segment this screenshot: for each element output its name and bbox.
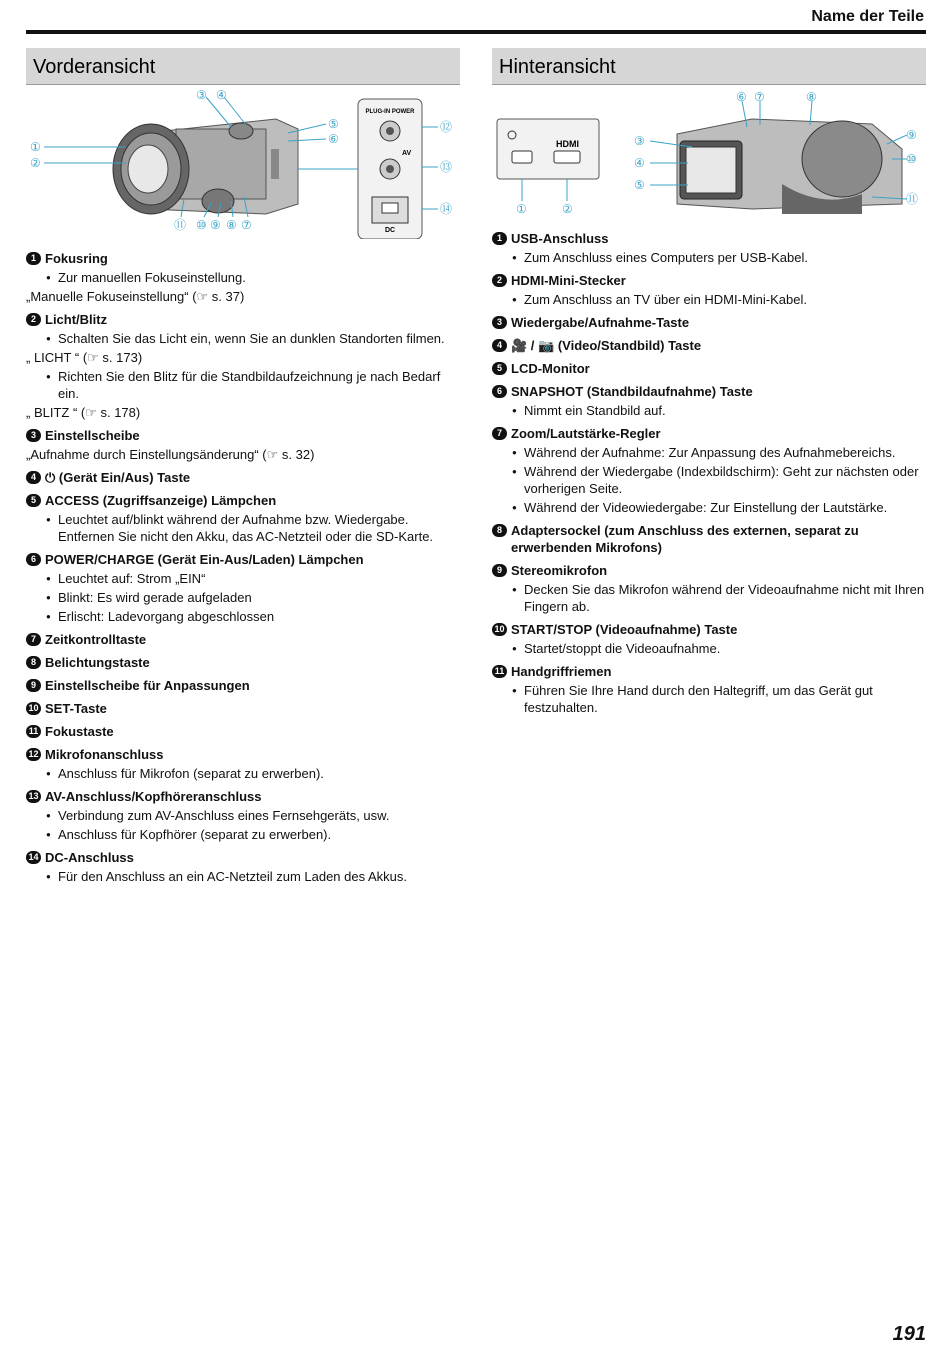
part-title: ⏻ (Gerät Ein/Aus) Taste — [45, 470, 191, 485]
part-heading — [26, 551, 460, 568]
part-bullet: ● Während der Videowiedergabe: Zur Einstellung der Lautstärke. — [492, 499, 926, 516]
callout-3: ③ — [196, 89, 207, 102]
part-title: DC-Anschluss — [45, 850, 134, 865]
part-number-badge: 9 — [492, 564, 507, 577]
part-number-badge: 10 — [26, 702, 41, 715]
part-number-badge: 4 — [26, 471, 41, 484]
part-number-badge: 5 — [26, 494, 41, 507]
part-heading — [26, 723, 460, 740]
part-title: Mikrofonanschluss — [45, 747, 164, 762]
part-number-badge: 1 — [26, 252, 41, 265]
part-title: Fokustaste — [45, 724, 114, 739]
part-reference[interactable]: „ LICHT “ (☞ s. 173) — [26, 350, 143, 365]
callout-5: ⑤ — [328, 117, 339, 131]
front-part-item — [26, 469, 460, 486]
part-title: Stereomikrofon — [511, 563, 608, 578]
part-number-badge: 8 — [26, 656, 41, 669]
rear-callout-7: ⑦ — [754, 90, 765, 104]
connector-panel-drawing — [358, 99, 422, 239]
part-title: HDMI-Mini-Stecker — [511, 273, 626, 288]
part-title: START/STOP (Videoaufnahme) Taste — [511, 622, 738, 637]
part-number-badge: 8 — [492, 524, 507, 537]
part-bullet: ● Führen Sie Ihre Hand durch den Haltegriff, um das Gerät gut festzuhalten. — [492, 682, 926, 716]
part-title: Zeitkontrolltaste — [45, 632, 147, 647]
callout-6: ⑥ — [328, 132, 339, 146]
rear-camera-illustration — [492, 89, 926, 219]
part-bullet: ● Für den Anschluss an ein AC-Netzteil zum Laden des Akkus. — [26, 868, 460, 885]
panel-label-av: AV — [402, 150, 412, 157]
rear-callout-1: ① — [516, 202, 527, 216]
front-part-item — [26, 677, 460, 694]
part-heading — [26, 849, 460, 866]
part-reference[interactable]: „Aufnahme durch Einstellungsänderung“ (☞ s. 32) — [26, 447, 315, 462]
part-heading — [26, 788, 460, 805]
part-number-badge: 1 — [492, 232, 507, 245]
front-part-item — [26, 631, 460, 648]
part-heading — [26, 654, 460, 671]
part-number-badge: 7 — [492, 427, 507, 440]
part-number-badge: 9 — [26, 679, 41, 692]
part-reference[interactable]: „Manuelle Fokuseinstellung“ (☞ s. 37) — [26, 289, 245, 304]
part-number-badge: 5 — [492, 362, 507, 375]
part-heading — [492, 360, 926, 377]
callout-1: ① — [30, 140, 41, 154]
part-number-badge: 3 — [492, 316, 507, 329]
rear-view-title: Hinteransicht — [492, 48, 926, 85]
part-heading — [26, 427, 460, 444]
rear-part-item — [492, 522, 926, 556]
part-bullet: ● Schalten Sie das Licht ein, wenn Sie an dunklen Standorten filmen. — [26, 330, 460, 347]
callout-13: ⑬ — [440, 160, 453, 174]
callout-8: ⑧ — [226, 218, 237, 232]
part-heading — [492, 425, 926, 442]
part-heading — [492, 621, 926, 638]
part-number-badge: 3 — [26, 429, 41, 442]
part-heading — [492, 383, 926, 400]
callout-4: ④ — [216, 89, 227, 102]
front-view-section — [26, 48, 460, 885]
front-part-item — [26, 427, 460, 463]
rear-callout-4: ④ — [634, 156, 645, 170]
part-title: Licht/Blitz — [45, 312, 108, 327]
rear-callout-2: ② — [562, 202, 573, 216]
callout-7: ⑦ — [241, 218, 252, 232]
part-heading — [26, 492, 460, 509]
part-heading — [26, 746, 460, 763]
part-heading — [492, 272, 926, 289]
front-part-item — [26, 492, 460, 545]
part-title: 🎥 / 📷 (Video/Standbild) Taste — [511, 338, 702, 353]
part-title: Handgriffriemen — [511, 664, 612, 679]
rear-callout-6: ⑥ — [736, 90, 747, 104]
rear-part-item — [492, 562, 926, 615]
part-title: ACCESS (Zugriffsanzeige) Lämpchen — [45, 493, 277, 508]
rear-part-item — [492, 337, 926, 354]
part-title: SNAPSHOT (Standbildaufnahme) Taste — [511, 384, 753, 399]
part-number-badge: 13 — [26, 790, 41, 803]
front-part-item — [26, 746, 460, 782]
rear-parts-list — [492, 230, 926, 716]
rear-part-item — [492, 621, 926, 657]
part-bullet: ● Während der Wiedergabe (Indexbildschirm): Geht zur nächsten oder vorherigen Seite. — [492, 463, 926, 497]
part-bullet: ● Leuchtet auf: Strom „EIN“ — [26, 570, 460, 587]
part-number-badge: 11 — [492, 665, 507, 678]
part-heading — [26, 677, 460, 694]
part-bullet: ● Erlischt: Ladevorgang abgeschlossen — [26, 608, 460, 625]
part-heading — [26, 631, 460, 648]
front-part-item — [26, 700, 460, 717]
part-number-badge: 10 — [492, 623, 507, 636]
part-bullet: ● Während der Aufnahme: Zur Anpassung des Aufnahmebereichs. — [492, 444, 926, 461]
part-number-badge: 4 — [492, 339, 507, 352]
callout-14: ⑭ — [440, 202, 453, 216]
part-heading — [492, 230, 926, 247]
callout-10: ⑩ — [196, 218, 207, 232]
part-number-badge: 14 — [26, 851, 41, 864]
rear-part-item — [492, 314, 926, 331]
rear-callout-10: ⑩ — [906, 152, 917, 166]
part-title: Zoom/Lautstärke-Regler — [511, 426, 661, 441]
rear-part-item — [492, 360, 926, 377]
part-bullet: ● Anschluss für Kopfhörer (separat zu erwerben). — [26, 826, 460, 843]
front-part-item — [26, 311, 460, 421]
page-header-title: Name der Teile — [811, 8, 924, 25]
rear-callout-5: ⑤ — [634, 178, 645, 192]
part-number-badge: 6 — [492, 385, 507, 398]
part-number-badge: 2 — [492, 274, 507, 287]
panel-label-plugin: PLUG-IN POWER — [365, 109, 415, 115]
callout-9: ⑨ — [210, 218, 221, 232]
part-number-badge: 7 — [26, 633, 41, 646]
part-bullet: ● Blinkt: Es wird gerade aufgeladen — [26, 589, 460, 606]
page-number: 191 — [892, 1323, 926, 1345]
callout-2: ② — [30, 156, 41, 170]
part-number-badge: 12 — [26, 748, 41, 761]
rear-callout-8: ⑧ — [806, 90, 817, 104]
part-number-badge: 11 — [26, 725, 41, 738]
front-part-item — [26, 551, 460, 625]
front-parts-list — [26, 250, 460, 885]
part-reference[interactable]: „ BLITZ “ (☞ s. 178) — [26, 405, 141, 420]
callout-11: ⑪ — [174, 218, 187, 232]
part-bullet: ● Zur manuellen Fokuseinstellung. — [26, 269, 460, 286]
part-bullet: ● Zum Anschluss eines Computers per USB-Kabel. — [492, 249, 926, 266]
rear-callout-9: ⑨ — [906, 128, 917, 142]
part-heading — [26, 250, 460, 267]
part-bullet: ● Zum Anschluss an TV über ein HDMI-Mini-Kabel. — [492, 291, 926, 308]
front-part-item — [26, 654, 460, 671]
rear-view-figure — [492, 89, 926, 224]
front-part-item — [26, 788, 460, 843]
camera-rear-drawing — [677, 119, 902, 214]
panel-label-dc: DC — [384, 227, 396, 234]
part-title: POWER/CHARGE (Gerät Ein-Aus/Laden) Lämpchen — [45, 552, 364, 567]
front-view-title: Vorderansicht — [26, 48, 460, 85]
part-bullet: ● Leuchtet auf/blinkt während der Aufnahme bzw. Wiedergabe. Entfernen Sie nicht den Akku, das AC-Netzteil oder die SD-Karte. — [26, 511, 460, 545]
part-number-badge: 6 — [26, 553, 41, 566]
part-heading — [26, 469, 460, 486]
part-bullet: ● Nimmt ein Standbild auf. — [492, 402, 926, 419]
part-title: Belichtungstaste — [45, 655, 150, 670]
part-heading — [492, 562, 926, 579]
rear-part-item — [492, 383, 926, 419]
part-heading — [492, 314, 926, 331]
rear-part-item — [492, 230, 926, 266]
part-title: Wiedergabe/Aufnahme-Taste — [511, 315, 690, 330]
part-title: Adaptersockel (zum Anschluss des externen, separat zu erwerbenden Mikrofons) — [511, 523, 859, 555]
part-heading — [492, 522, 926, 556]
part-title: Einstellscheibe für Anpassungen — [45, 678, 250, 693]
rear-part-item — [492, 425, 926, 516]
part-bullet: ● Anschluss für Mikrofon (separat zu erwerben). — [26, 765, 460, 782]
part-title: Fokusring — [45, 251, 108, 266]
part-bullet: ● Startet/stoppt die Videoaufnahme. — [492, 640, 926, 657]
header-rule — [26, 30, 926, 34]
front-part-item — [26, 250, 460, 305]
part-heading — [26, 311, 460, 328]
callout-12: ⑫ — [440, 120, 453, 134]
part-title: SET-Taste — [45, 701, 107, 716]
rear-connector-panel-drawing — [497, 119, 599, 179]
front-part-item — [26, 723, 460, 740]
part-title: LCD-Monitor — [511, 361, 590, 376]
camera-front-drawing — [113, 119, 298, 214]
part-title: Einstellscheibe — [45, 428, 140, 443]
rear-callout-3: ③ — [634, 134, 645, 148]
part-bullet: ● Verbindung zum AV-Anschluss eines Fernsehgeräts, usw. — [26, 807, 460, 824]
part-title: AV-Anschluss/Kopfhöreranschluss — [45, 789, 262, 804]
rear-part-item — [492, 272, 926, 308]
rear-part-item — [492, 663, 926, 716]
front-camera-illustration — [26, 89, 460, 239]
front-part-item — [26, 849, 460, 885]
part-bullet: ● Decken Sie das Mikrofon während der Videoaufnahme nicht mit Ihren Fingern ab. — [492, 581, 926, 615]
part-heading — [26, 700, 460, 717]
rear-view-section — [492, 48, 926, 716]
part-heading — [492, 663, 926, 680]
part-heading — [492, 337, 926, 354]
front-view-figure — [26, 89, 460, 244]
panel-label-hdmi: HDMI — [556, 139, 579, 149]
rear-callout-11: ⑪ — [906, 192, 919, 206]
part-title: USB-Anschluss — [511, 231, 609, 246]
part-number-badge: 2 — [26, 313, 41, 326]
part-bullet: ● Richten Sie den Blitz für die Standbildaufzeichnung je nach Bedarf ein. — [26, 368, 460, 402]
